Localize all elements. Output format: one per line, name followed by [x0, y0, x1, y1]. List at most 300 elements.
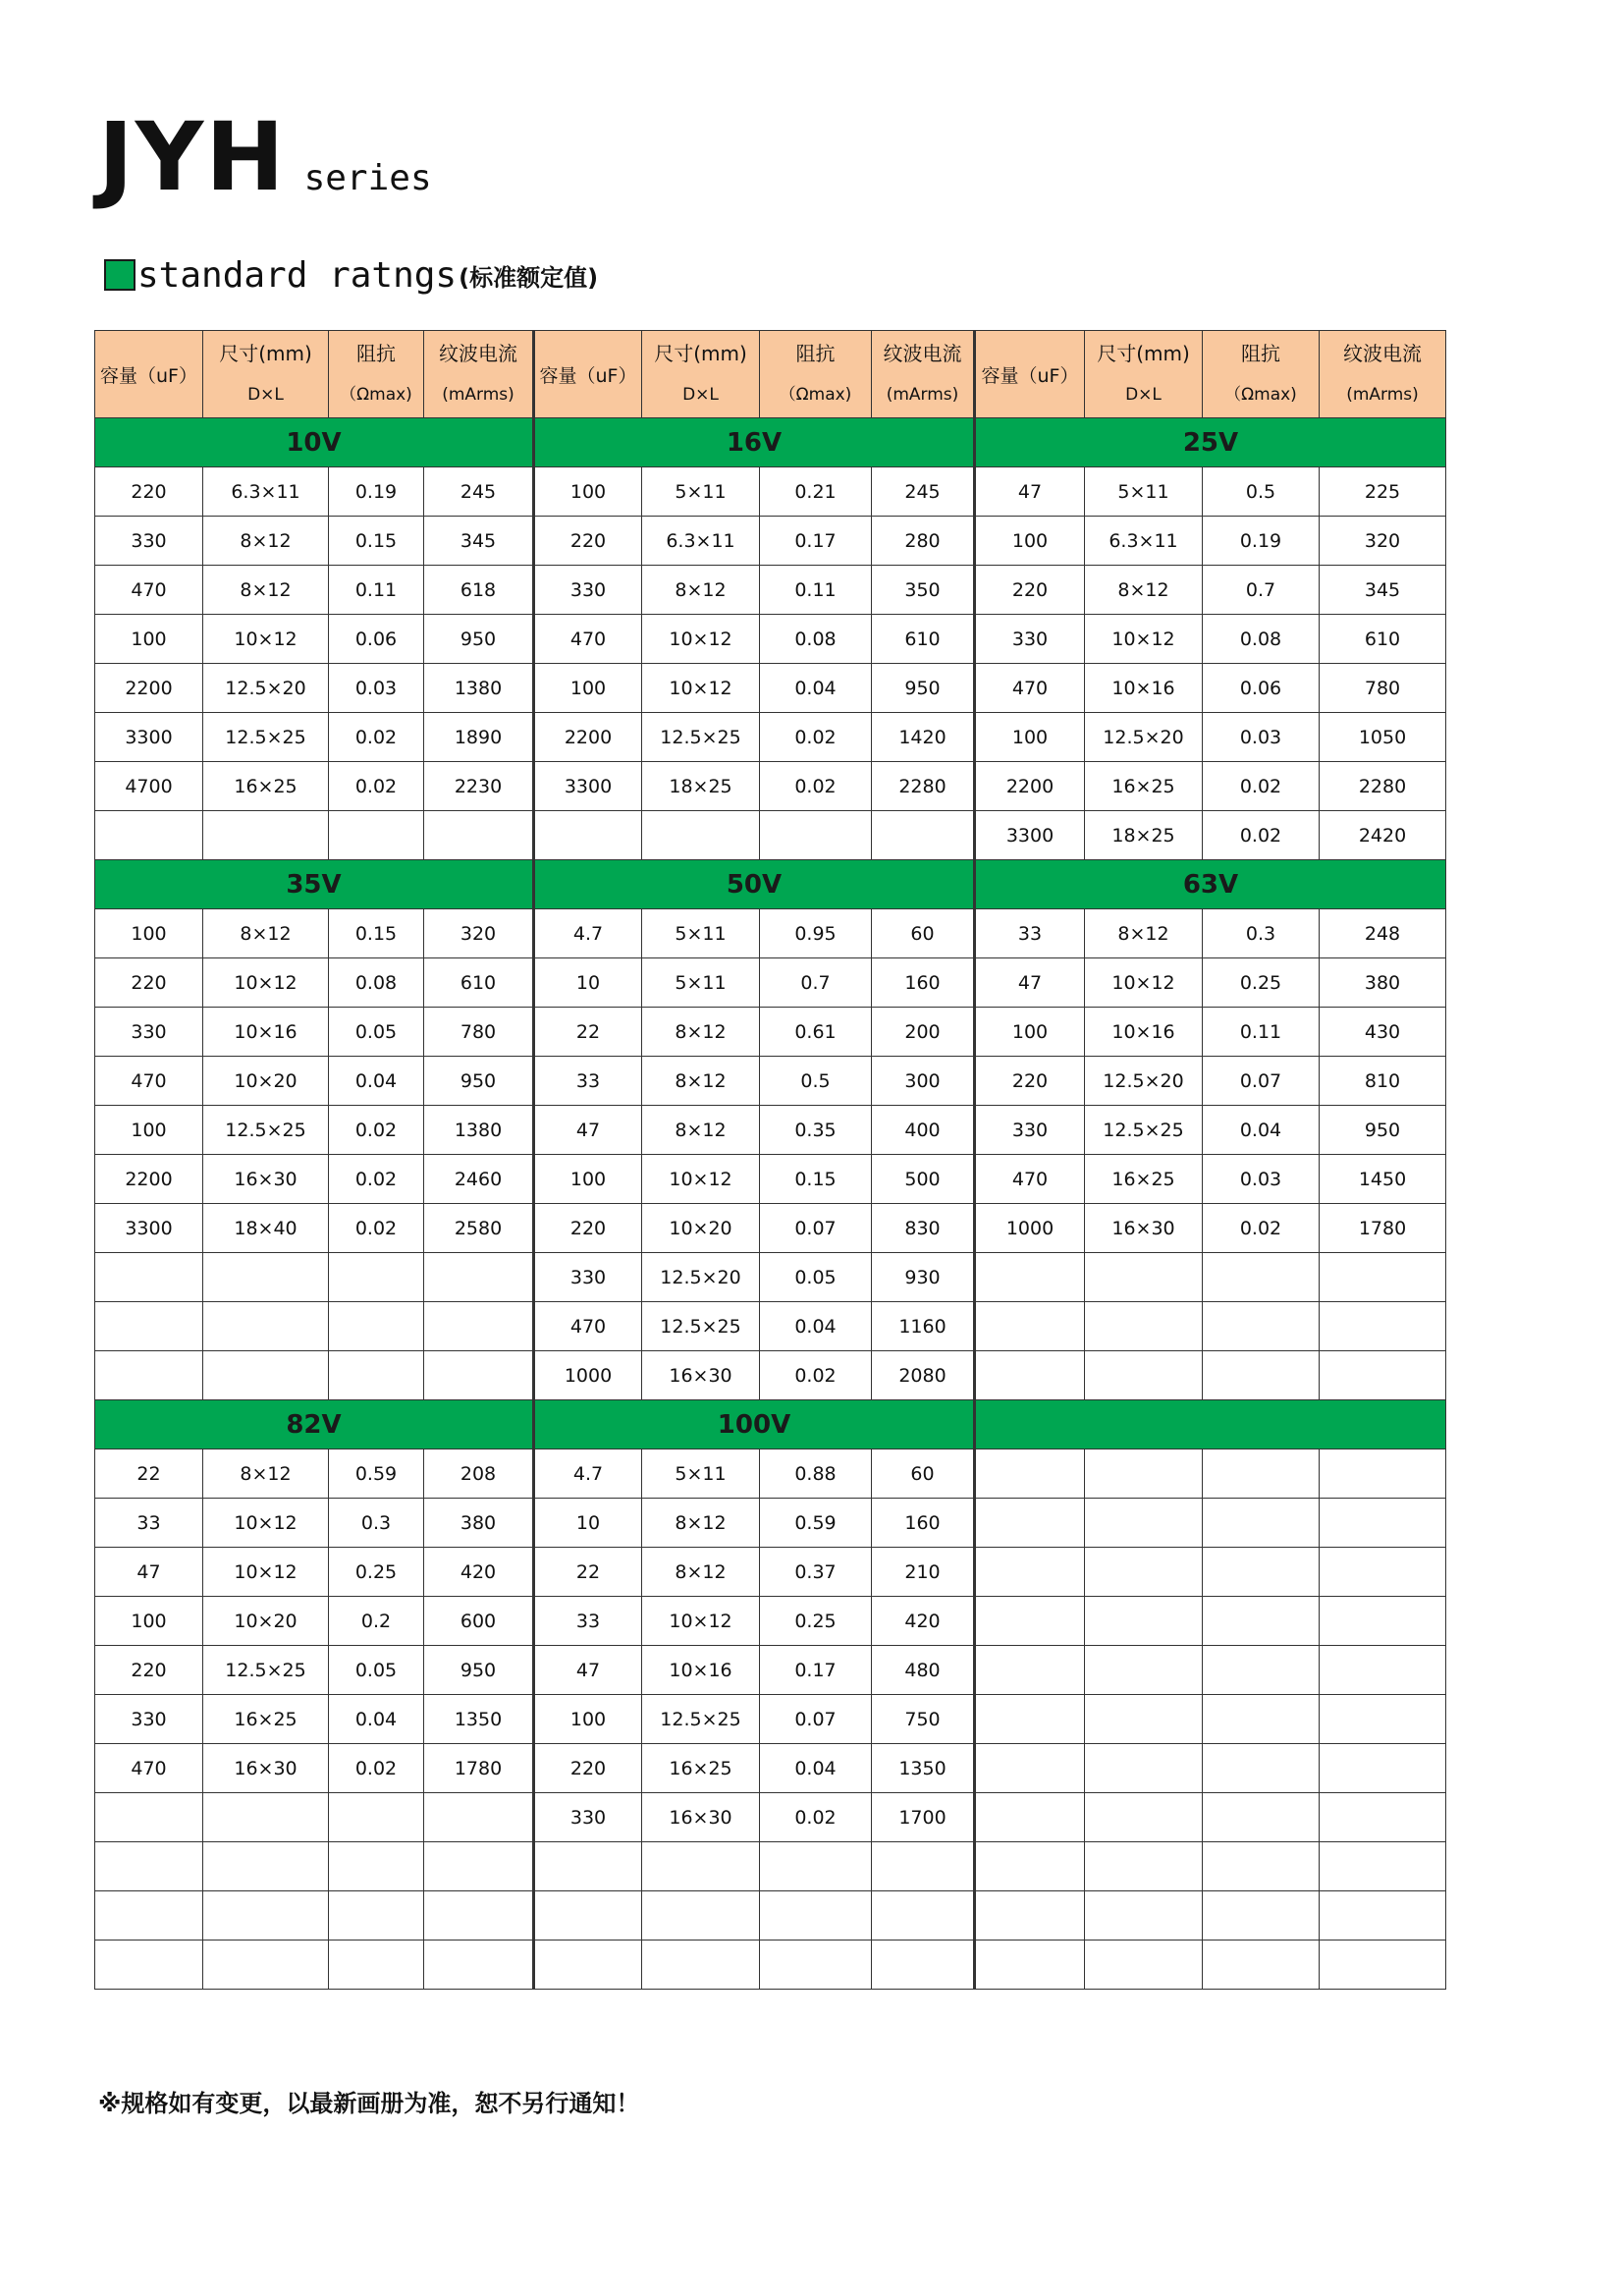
- size-cell: 10×12: [203, 615, 329, 664]
- size-cell: [642, 1842, 760, 1891]
- size-cell: 16×30: [642, 1351, 760, 1400]
- impedance-cell: 0.35: [760, 1106, 872, 1155]
- capacity-cell: 100: [975, 713, 1085, 762]
- impedance-cell: 0.04: [760, 664, 872, 713]
- size-cell: [1085, 1646, 1203, 1695]
- capacity-cell: 330: [975, 1106, 1085, 1155]
- capacity-cell: [534, 811, 642, 860]
- impedance-cell: 0.15: [329, 909, 424, 958]
- capacity-cell: [95, 1302, 203, 1351]
- size-cell: 8×12: [203, 517, 329, 566]
- capacity-cell: [534, 1941, 642, 1990]
- impedance-cell: 0.17: [760, 1646, 872, 1695]
- size-cell: 8×12: [642, 1057, 760, 1106]
- impedance-cell: 0.07: [760, 1204, 872, 1253]
- ripple-cell: [872, 1891, 975, 1941]
- ripple-cell: 1780: [424, 1744, 534, 1793]
- ripple-cell: 345: [424, 517, 534, 566]
- voltage-band-row: [95, 418, 1446, 467]
- capacity-cell: 2200: [95, 1155, 203, 1204]
- size-cell: [642, 1941, 760, 1990]
- impedance-cell: 0.25: [1203, 958, 1320, 1008]
- table-row: [95, 1597, 1446, 1646]
- table-row: [95, 1941, 1446, 1990]
- ripple-cell: 950: [424, 1057, 534, 1106]
- table-row: [95, 1695, 1446, 1744]
- impedance-cell: 0.19: [1203, 517, 1320, 566]
- ripple-cell: 300: [872, 1057, 975, 1106]
- impedance-cell: [1203, 1646, 1320, 1695]
- ripple-cell: 2460: [424, 1155, 534, 1204]
- voltage-band-row: [95, 1400, 1446, 1449]
- impedance-cell: [760, 1941, 872, 1990]
- impedance-cell: 0.04: [760, 1744, 872, 1793]
- size-cell: 8×12: [642, 1008, 760, 1057]
- size-cell: 10×20: [203, 1597, 329, 1646]
- size-cell: [1085, 1744, 1203, 1793]
- ripple-cell: [1320, 1646, 1446, 1695]
- voltage-band: 35V: [95, 860, 534, 909]
- size-cell: [1085, 1891, 1203, 1941]
- table-row: [95, 1891, 1446, 1941]
- capacity-cell: [975, 1302, 1085, 1351]
- size-cell: [203, 1891, 329, 1941]
- impedance-cell: 0.04: [1203, 1106, 1320, 1155]
- impedance-cell: 0.08: [329, 958, 424, 1008]
- impedance-cell: 0.61: [760, 1008, 872, 1057]
- impedance-cell: 0.37: [760, 1548, 872, 1597]
- ripple-cell: 750: [872, 1695, 975, 1744]
- capacity-cell: 220: [95, 958, 203, 1008]
- ripple-cell: 2280: [1320, 762, 1446, 811]
- ripple-cell: 600: [424, 1597, 534, 1646]
- impedance-cell: 0.5: [760, 1057, 872, 1106]
- header-capacity: 容量（uF）: [975, 331, 1085, 418]
- header-impedance-unit: （Ωmax): [340, 385, 412, 405]
- capacity-cell: [975, 1842, 1085, 1891]
- footnote: ※规格如有变更，以最新画册为准，恕不另行通知！: [98, 2090, 640, 2117]
- section-heading: [104, 253, 598, 297]
- impedance-cell: 0.07: [760, 1695, 872, 1744]
- header-ripple-unit: (mArms): [442, 385, 514, 405]
- impedance-cell: [760, 811, 872, 860]
- ripple-cell: 500: [872, 1155, 975, 1204]
- impedance-cell: 0.05: [329, 1008, 424, 1057]
- voltage-band: 63V: [975, 860, 1446, 909]
- table-row: [95, 1499, 1446, 1548]
- impedance-cell: 0.02: [329, 762, 424, 811]
- ripple-cell: [424, 1842, 534, 1891]
- table-row: [95, 1744, 1446, 1793]
- ripple-cell: 618: [424, 566, 534, 615]
- capacity-cell: 1000: [534, 1351, 642, 1400]
- impedance-cell: 0.95: [760, 909, 872, 958]
- ripple-cell: [872, 1941, 975, 1990]
- header-row: [95, 331, 1446, 418]
- capacity-cell: 2200: [534, 713, 642, 762]
- capacity-cell: [975, 1597, 1085, 1646]
- ripple-cell: 160: [872, 958, 975, 1008]
- size-cell: 16×25: [203, 1695, 329, 1744]
- capacity-cell: 330: [975, 615, 1085, 664]
- capacity-cell: 22: [534, 1008, 642, 1057]
- impedance-cell: [329, 811, 424, 860]
- size-cell: 12.5×20: [642, 1253, 760, 1302]
- size-cell: [1085, 1253, 1203, 1302]
- capacity-cell: [975, 1351, 1085, 1400]
- capacity-cell: 33: [534, 1057, 642, 1106]
- size-cell: [1085, 1351, 1203, 1400]
- size-cell: [203, 1253, 329, 1302]
- table-row: [95, 1155, 1446, 1204]
- size-cell: 12.5×25: [203, 713, 329, 762]
- ripple-cell: [1320, 1597, 1446, 1646]
- capacity-cell: 470: [95, 566, 203, 615]
- table-row: [95, 615, 1446, 664]
- impedance-cell: [760, 1842, 872, 1891]
- size-cell: 5×11: [642, 958, 760, 1008]
- capacity-cell: 3300: [534, 762, 642, 811]
- ripple-cell: 60: [872, 909, 975, 958]
- capacity-cell: 470: [95, 1057, 203, 1106]
- capacity-cell: [975, 1744, 1085, 1793]
- size-cell: 16×30: [642, 1793, 760, 1842]
- impedance-cell: [1203, 1941, 1320, 1990]
- capacity-cell: 470: [95, 1744, 203, 1793]
- header-impedance: [329, 331, 424, 418]
- ripple-cell: 1350: [872, 1744, 975, 1793]
- capacity-cell: 470: [975, 664, 1085, 713]
- section-heading-label-cn: (标准额定值): [459, 263, 599, 292]
- impedance-cell: 0.02: [329, 1106, 424, 1155]
- table-row: [95, 762, 1446, 811]
- ripple-cell: 1420: [872, 713, 975, 762]
- size-cell: [203, 811, 329, 860]
- capacity-cell: [975, 1941, 1085, 1990]
- size-cell: [1085, 1548, 1203, 1597]
- voltage-band: 82V: [95, 1400, 534, 1449]
- ripple-cell: 320: [1320, 517, 1446, 566]
- table-row: [95, 1548, 1446, 1597]
- table-row: [95, 1449, 1446, 1499]
- impedance-cell: [1203, 1744, 1320, 1793]
- impedance-cell: 0.88: [760, 1449, 872, 1499]
- size-cell: 10×12: [1085, 958, 1203, 1008]
- table-row: [95, 664, 1446, 713]
- table-row: [95, 1351, 1446, 1400]
- size-cell: [203, 1842, 329, 1891]
- size-cell: 10×12: [642, 615, 760, 664]
- size-cell: 10×16: [642, 1646, 760, 1695]
- capacity-cell: 100: [95, 909, 203, 958]
- header-impedance-unit: （Ωmax): [1224, 385, 1297, 405]
- table-row: [95, 1008, 1446, 1057]
- voltage-band: 100V: [534, 1400, 975, 1449]
- capacity-cell: 3300: [975, 811, 1085, 860]
- capacity-cell: [534, 1891, 642, 1941]
- capacity-cell: [975, 1499, 1085, 1548]
- green-square-icon: [104, 259, 135, 291]
- ripple-cell: 245: [872, 467, 975, 517]
- impedance-cell: 0.02: [760, 1351, 872, 1400]
- impedance-cell: 0.15: [760, 1155, 872, 1204]
- ripple-cell: [424, 1891, 534, 1941]
- voltage-band-row: [95, 860, 1446, 909]
- header-size: [1085, 331, 1203, 418]
- size-cell: [1085, 1695, 1203, 1744]
- capacity-cell: 22: [534, 1548, 642, 1597]
- capacity-cell: 3300: [95, 713, 203, 762]
- capacity-cell: 330: [534, 1793, 642, 1842]
- impedance-cell: [329, 1793, 424, 1842]
- capacity-cell: [95, 1793, 203, 1842]
- size-cell: 8×12: [203, 909, 329, 958]
- size-cell: 18×40: [203, 1204, 329, 1253]
- impedance-cell: 0.02: [760, 713, 872, 762]
- ripple-cell: 245: [424, 467, 534, 517]
- page-title: JYH: [98, 102, 287, 212]
- ripple-cell: 610: [872, 615, 975, 664]
- capacity-cell: 4700: [95, 762, 203, 811]
- size-cell: [1085, 1449, 1203, 1499]
- size-cell: 8×12: [203, 1449, 329, 1499]
- ripple-cell: 225: [1320, 467, 1446, 517]
- table-row: [95, 566, 1446, 615]
- ripple-cell: 1380: [424, 664, 534, 713]
- ripple-cell: [872, 1842, 975, 1891]
- ripple-cell: [1320, 1449, 1446, 1499]
- ripple-cell: 780: [1320, 664, 1446, 713]
- impedance-cell: 0.06: [1203, 664, 1320, 713]
- size-cell: 12.5×20: [1085, 1057, 1203, 1106]
- ripple-cell: [424, 811, 534, 860]
- ripple-cell: 200: [872, 1008, 975, 1057]
- ripple-cell: [1320, 1695, 1446, 1744]
- size-cell: 5×11: [642, 1449, 760, 1499]
- impedance-cell: [329, 1302, 424, 1351]
- size-cell: 10×12: [1085, 615, 1203, 664]
- ripple-cell: [424, 1351, 534, 1400]
- capacity-cell: [975, 1793, 1085, 1842]
- table-row: [95, 811, 1446, 860]
- impedance-cell: 0.06: [329, 615, 424, 664]
- size-cell: [1085, 1499, 1203, 1548]
- header-impedance: [760, 331, 872, 418]
- impedance-cell: 0.04: [329, 1057, 424, 1106]
- voltage-band: 50V: [534, 860, 975, 909]
- page-title-row: [98, 102, 432, 216]
- impedance-cell: 0.11: [1203, 1008, 1320, 1057]
- section-heading-label: standard ratngs: [137, 254, 458, 296]
- ripple-cell: 610: [1320, 615, 1446, 664]
- ripple-cell: [1320, 1842, 1446, 1891]
- ripple-cell: 350: [872, 566, 975, 615]
- size-cell: 8×12: [1085, 566, 1203, 615]
- capacity-cell: 47: [975, 958, 1085, 1008]
- capacity-cell: [95, 1253, 203, 1302]
- ripple-cell: 1450: [1320, 1155, 1446, 1204]
- impedance-cell: 0.21: [760, 467, 872, 517]
- capacity-cell: [95, 1891, 203, 1941]
- size-cell: 10×20: [642, 1204, 760, 1253]
- capacity-cell: [95, 1351, 203, 1400]
- ripple-cell: 950: [424, 615, 534, 664]
- ripple-cell: 160: [872, 1499, 975, 1548]
- ripple-cell: 1050: [1320, 713, 1446, 762]
- impedance-cell: 0.02: [1203, 811, 1320, 860]
- ripple-cell: 380: [424, 1499, 534, 1548]
- impedance-cell: 0.2: [329, 1597, 424, 1646]
- size-cell: 12.5×20: [203, 664, 329, 713]
- size-cell: 10×12: [642, 1597, 760, 1646]
- capacity-cell: 100: [95, 615, 203, 664]
- header-impedance-label: 阻抗: [795, 342, 836, 365]
- size-cell: 12.5×25: [203, 1106, 329, 1155]
- size-cell: [203, 1302, 329, 1351]
- ripple-cell: 1380: [424, 1106, 534, 1155]
- ripple-cell: 950: [424, 1646, 534, 1695]
- impedance-cell: 0.5: [1203, 467, 1320, 517]
- impedance-cell: [329, 1941, 424, 1990]
- impedance-cell: 0.3: [329, 1499, 424, 1548]
- impedance-cell: 0.02: [329, 1155, 424, 1204]
- header-ripple: [424, 331, 534, 418]
- impedance-cell: [1203, 1891, 1320, 1941]
- size-cell: [1085, 1793, 1203, 1842]
- header-ripple-label: 纹波电流: [883, 342, 962, 365]
- ripple-cell: [1320, 1793, 1446, 1842]
- size-cell: 12.5×25: [642, 713, 760, 762]
- capacity-cell: 33: [534, 1597, 642, 1646]
- ripple-cell: 248: [1320, 909, 1446, 958]
- ripple-cell: [424, 1253, 534, 1302]
- capacity-cell: 100: [975, 1008, 1085, 1057]
- header-impedance-label: 阻抗: [356, 342, 396, 365]
- ripple-cell: 830: [872, 1204, 975, 1253]
- header-impedance: [1203, 331, 1320, 418]
- ripple-cell: [1320, 1548, 1446, 1597]
- impedance-cell: 0.04: [760, 1302, 872, 1351]
- impedance-cell: 0.3: [1203, 909, 1320, 958]
- capacity-cell: 47: [534, 1646, 642, 1695]
- capacity-cell: 100: [95, 1106, 203, 1155]
- capacity-cell: 100: [975, 517, 1085, 566]
- impedance-cell: [1203, 1302, 1320, 1351]
- ripple-cell: 420: [872, 1597, 975, 1646]
- page-subtitle: series: [303, 158, 432, 198]
- table-row: [95, 1302, 1446, 1351]
- size-cell: 10×12: [642, 1155, 760, 1204]
- ripple-cell: 420: [424, 1548, 534, 1597]
- size-cell: [203, 1793, 329, 1842]
- ripple-cell: 320: [424, 909, 534, 958]
- impedance-cell: 0.7: [1203, 566, 1320, 615]
- capacity-cell: 470: [534, 1302, 642, 1351]
- impedance-cell: 0.59: [329, 1449, 424, 1499]
- capacity-cell: 220: [95, 1646, 203, 1695]
- capacity-cell: 4.7: [534, 909, 642, 958]
- capacity-cell: [975, 1891, 1085, 1941]
- impedance-cell: 0.7: [760, 958, 872, 1008]
- ripple-cell: 2080: [872, 1351, 975, 1400]
- size-cell: 10×12: [642, 664, 760, 713]
- ripple-cell: 1890: [424, 713, 534, 762]
- capacity-cell: 330: [95, 517, 203, 566]
- ripple-cell: 2420: [1320, 811, 1446, 860]
- size-cell: 12.5×25: [203, 1646, 329, 1695]
- capacity-cell: 100: [534, 664, 642, 713]
- size-cell: [1085, 1941, 1203, 1990]
- capacity-cell: 220: [534, 1744, 642, 1793]
- table-row: [95, 713, 1446, 762]
- impedance-cell: 0.11: [760, 566, 872, 615]
- ripple-cell: 60: [872, 1449, 975, 1499]
- ripple-cell: [1320, 1744, 1446, 1793]
- ripple-cell: [1320, 1302, 1446, 1351]
- ripple-cell: 380: [1320, 958, 1446, 1008]
- capacity-cell: 100: [534, 1155, 642, 1204]
- ripple-cell: 950: [1320, 1106, 1446, 1155]
- capacity-cell: [95, 1941, 203, 1990]
- capacity-cell: 330: [95, 1008, 203, 1057]
- impedance-cell: 0.03: [1203, 713, 1320, 762]
- ripple-cell: [1320, 1891, 1446, 1941]
- ripple-cell: [424, 1302, 534, 1351]
- impedance-cell: 0.07: [1203, 1057, 1320, 1106]
- size-cell: 5×11: [642, 909, 760, 958]
- ripple-cell: 780: [424, 1008, 534, 1057]
- size-cell: [1085, 1597, 1203, 1646]
- impedance-cell: 0.05: [329, 1646, 424, 1695]
- size-cell: 8×12: [642, 566, 760, 615]
- header-impedance-unit: （Ωmax): [779, 385, 852, 405]
- impedance-cell: 0.02: [329, 1204, 424, 1253]
- impedance-cell: 0.02: [1203, 762, 1320, 811]
- ripple-cell: [424, 1793, 534, 1842]
- table-row: [95, 1106, 1446, 1155]
- header-size-unit: D×L: [1125, 385, 1162, 405]
- size-cell: 16×25: [203, 762, 329, 811]
- capacity-cell: 47: [95, 1548, 203, 1597]
- size-cell: 10×20: [203, 1057, 329, 1106]
- impedance-cell: [329, 1351, 424, 1400]
- capacity-cell: [975, 1253, 1085, 1302]
- size-cell: 8×12: [642, 1548, 760, 1597]
- impedance-cell: [760, 1891, 872, 1941]
- ripple-cell: 1350: [424, 1695, 534, 1744]
- capacity-cell: [95, 811, 203, 860]
- size-cell: 6.3×11: [1085, 517, 1203, 566]
- impedance-cell: 0.59: [760, 1499, 872, 1548]
- header-ripple-label: 纹波电流: [1343, 342, 1422, 365]
- table-row: [95, 909, 1446, 958]
- capacity-cell: 100: [534, 1695, 642, 1744]
- capacity-cell: [975, 1695, 1085, 1744]
- size-cell: 5×11: [1085, 467, 1203, 517]
- size-cell: 8×12: [642, 1106, 760, 1155]
- impedance-cell: [1203, 1253, 1320, 1302]
- header-size-unit: D×L: [247, 385, 284, 405]
- size-cell: 16×25: [1085, 762, 1203, 811]
- capacity-cell: 220: [534, 1204, 642, 1253]
- capacity-cell: 470: [975, 1155, 1085, 1204]
- size-cell: 6.3×11: [203, 467, 329, 517]
- size-cell: 5×11: [642, 467, 760, 517]
- header-capacity: 容量（uF）: [95, 331, 203, 418]
- impedance-cell: 0.03: [1203, 1155, 1320, 1204]
- impedance-cell: [329, 1891, 424, 1941]
- capacity-cell: 10: [534, 1499, 642, 1548]
